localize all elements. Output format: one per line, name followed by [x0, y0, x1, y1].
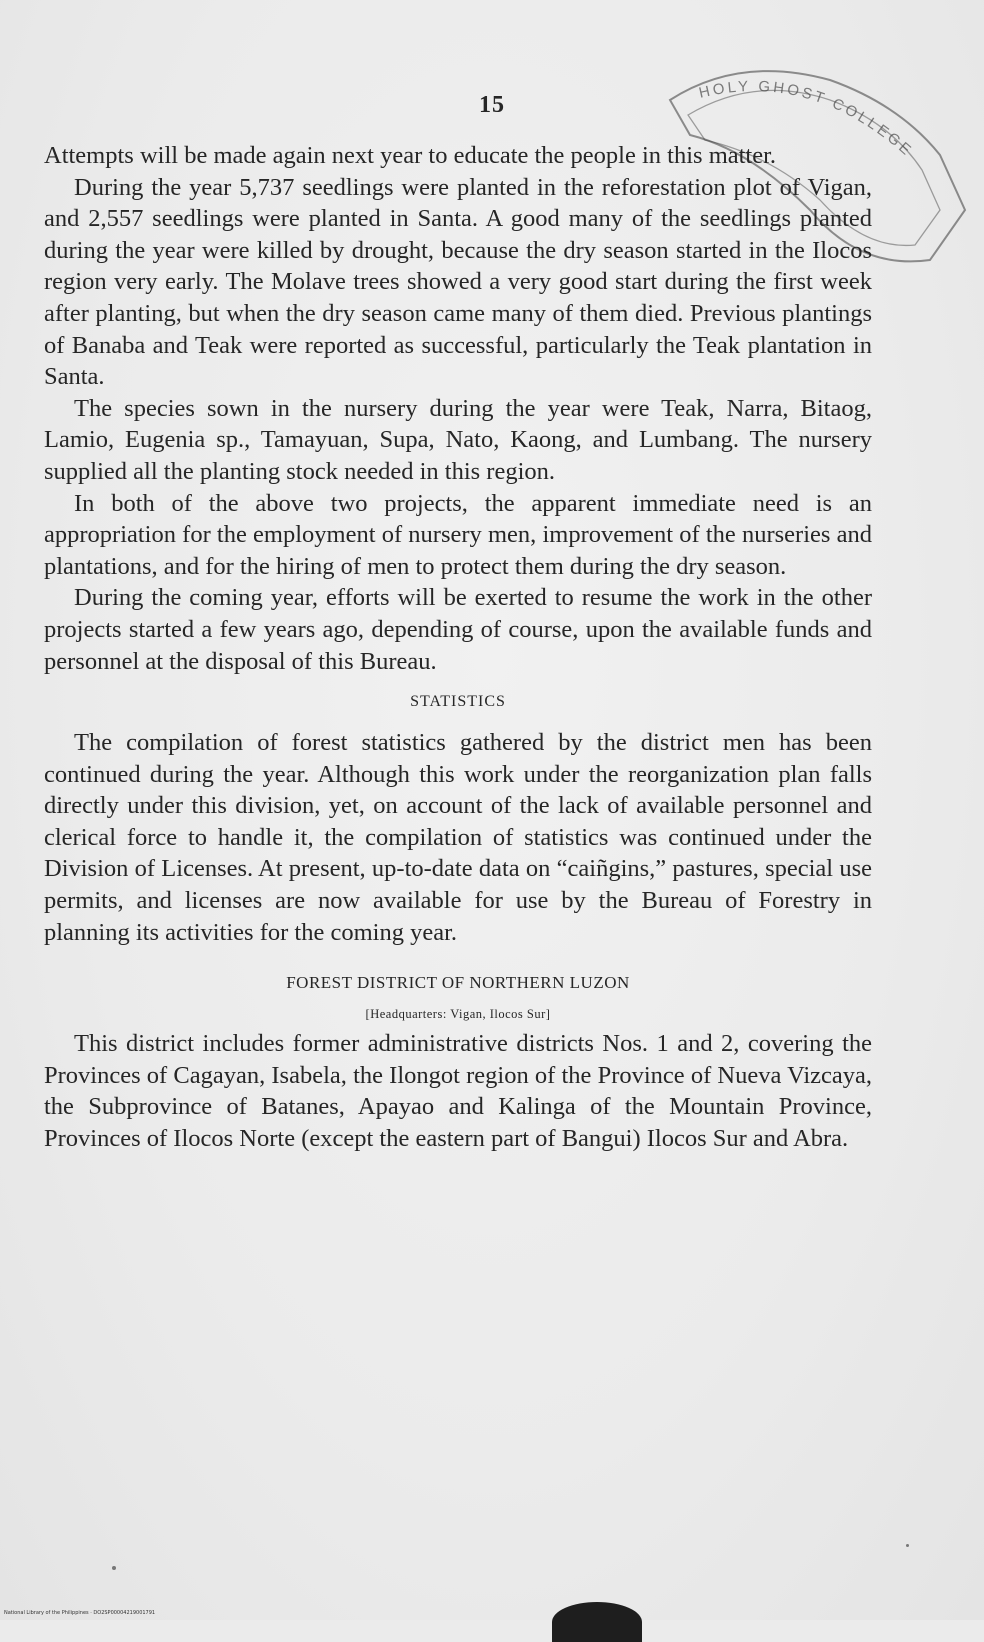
footer-credit: National Library of the Philippines · DO2SP00004219001791: [4, 1610, 156, 1616]
svg-text:HOLY GHOST COLLEGE: HOLY GHOST COLLEGE: [697, 77, 917, 161]
district-subheading: [Headquarters: Vigan, Ilocos Sur]: [365, 1007, 551, 1022]
body-text: [44, 140, 872, 1155]
paper-speck: [906, 1544, 909, 1547]
paragraph-seedlings: During the year 5,737 seedlings were planted in the reforestation plot of Vigan, and 2,557 seedlings were planted in Santa. A good many of the seedlings planted during the year were killed by drought, because the dry season started in the Ilocos region very early. The Molave trees showed a very good start during the first week after planting, but when the dry season came many of them died. Previous plantings of Banaba and Teak were reported as successful, particularly the Teak plantation in Santa.: [44, 173, 872, 391]
paragraph-coming-year: During the coming year, efforts will be exerted to resume the work in the other projects started a few years ago, depending of course, upon the available funds and personnel at the disposal of this Bureau.: [44, 584, 872, 675]
paragraph-projects-need: In both of the above two projects, the apparent immediate need is an appropriation for the employment of nursery men, improvement of the nurseries and plantations, and for the hiring of men to protect them during the dry season.: [44, 489, 872, 580]
paragraph-education: Attempts will be made again next year to educate the people in this matter.: [44, 142, 777, 169]
statistics-heading: STATISTICS: [410, 693, 506, 711]
paragraph-district: This district includes former administrative districts Nos. 1 and 2, covering the Provinces of Cagayan, Isabela, the Ilongot region of the Province of Nueva Vizcaya, the Subprovince of Batanes, Apayao and Kalinga of the Mountain Province, Provinces of Ilocos Norte (except the eastern part of Bangui) Ilocos Sur and Abra.: [44, 1030, 872, 1153]
paragraph-nursery-species: The species sown in the nursery during the year were Teak, Narra, Bitaog, Lamio, Eugenia sp., Tamayuan, Supa, Nato, Kaong, and Lumbang. The nursery supplied all the planting stock needed in this region.: [44, 394, 872, 485]
page-number: 15: [479, 92, 505, 118]
paragraph-statistics: The compilation of forest statistics gathered by the district men has been continued during the year. Although this work under the reorganization plan falls directly under this division, yet, on account of the lack of available personnel and clerical force to handle it, the compilation of statistics was continued under the Division of Licenses. At present, up-to-date data on “caiñgins,” pastures, special use permits, and licenses are now available for use by the Bureau of Forestry in planning its activities for the coming year.: [44, 729, 872, 946]
binding-mark: [552, 1602, 642, 1642]
district-heading: FOREST DISTRICT OF NORTHERN LUZON: [286, 973, 630, 993]
paper-speck: [112, 1566, 116, 1570]
